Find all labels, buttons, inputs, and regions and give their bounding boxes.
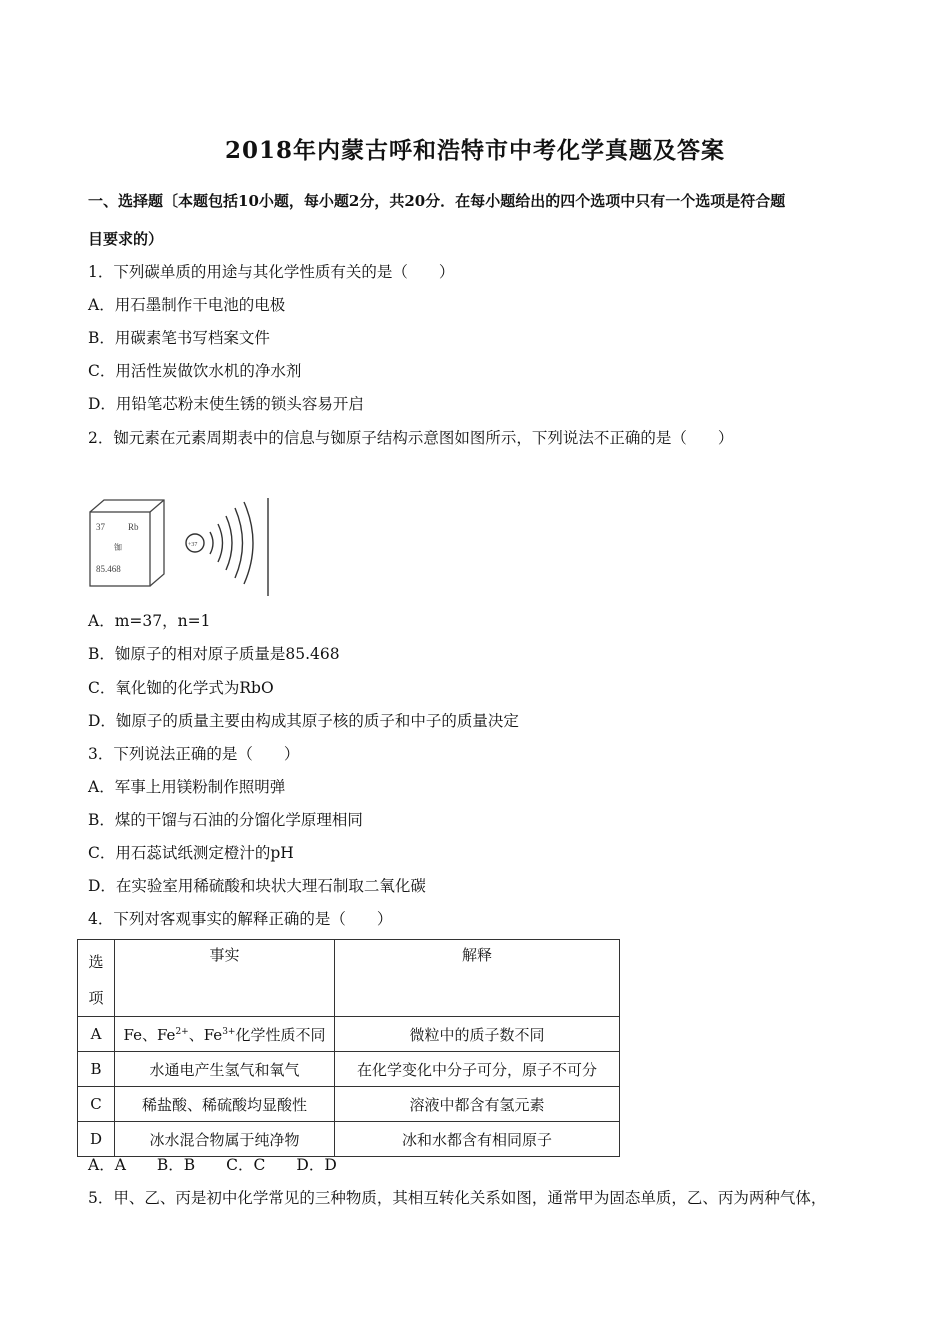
row-option-cell: B: [78, 1052, 115, 1087]
fact-superscript-1: 2+: [175, 1026, 189, 1037]
header-option-line1: 选: [88, 953, 104, 971]
table-header-row: [78, 940, 620, 1017]
question-2-option-c: C．氧化铷的化学式为RbO: [88, 679, 274, 697]
question-3-stem: 3．下列说法正确的是（ ）: [88, 745, 300, 763]
question-4-stem: 4．下列对客观事实的解释正确的是（ ）: [88, 910, 393, 928]
question-1-option-a: A．用石墨制作干电池的电极: [88, 296, 286, 314]
header-fact-cell: 事实: [115, 940, 335, 1017]
fact-superscript-2: 3+: [222, 1026, 236, 1037]
atom-structure-diagram: [186, 498, 268, 596]
fact-text-part2: 、Fe: [188, 1025, 223, 1044]
question-3-option-b: B．煤的干馏与石油的分馏化学原理相同: [88, 811, 363, 829]
row-fact-cell: [115, 1017, 335, 1052]
header-explanation-cell: 解释: [335, 940, 620, 1017]
atomic-number: 37: [96, 522, 105, 532]
row-explanation-cell: 溶液中都含有氢元素: [335, 1087, 620, 1122]
question-3-option-d: D．在实验室用稀硫酸和块状大理石制取二氧化碳: [88, 877, 426, 895]
question-2-option-d: D．铷原子的质量主要由构成其原子核的质子和中子的质量决定: [88, 712, 519, 730]
question-2-option-a: A．m=37，n=1: [88, 612, 211, 630]
nucleus-charge: +37: [188, 542, 198, 548]
header-option-cell: [78, 940, 115, 1017]
question-1-stem: 1．下列碳单质的用途与其化学性质有关的是（ ）: [88, 263, 455, 281]
page-title: 2018年内蒙古呼和浩特市中考化学真题及答案: [224, 137, 725, 164]
question-4-options: A．A B．B C．C D．D: [88, 1156, 337, 1174]
question-1-option-d: D．用铅笔芯粉末使生锈的锁头容易开启: [88, 395, 364, 413]
row-option-cell: A: [78, 1017, 115, 1052]
row-explanation-cell: 微粒中的质子数不同: [335, 1017, 620, 1052]
row-explanation-cell: 冰和水都含有相同原子: [335, 1122, 620, 1157]
fact-text-part1: Fe、Fe: [123, 1025, 176, 1044]
row-option-cell: C: [78, 1087, 115, 1122]
fact-text-part3: 化学性质不同: [235, 1025, 326, 1044]
row-fact-cell: 稀盐酸、稀硫酸均显酸性: [115, 1087, 335, 1122]
table-row: [78, 1087, 620, 1122]
question-3-option-a: A．军事上用镁粉制作照明弹: [88, 778, 286, 796]
header-option-line2: 项: [88, 989, 104, 1007]
question-5-stem: 5．甲、乙、丙是初中化学常见的三种物质，其相互转化关系如图，通常甲为固态单质，乙、丙为两种气体，: [88, 1189, 827, 1207]
atomic-mass: 85.468: [96, 564, 121, 574]
table-row: [78, 1017, 620, 1052]
row-explanation-cell: 在化学变化中分子可分，原子不可分: [335, 1052, 620, 1087]
row-fact-cell: 冰水混合物属于纯净物: [115, 1122, 335, 1157]
table-row: [78, 1122, 620, 1157]
row-fact-cell: 水通电产生氢气和氧气: [115, 1052, 335, 1087]
question-1-option-b: B．用碳素笔书写档案文件: [88, 329, 270, 347]
section-heading-line1: 一、选择题〔本题包括10小题，每小题2分，共20分．在每小题给出的四个选项中只有一个选项是符合题: [88, 192, 786, 210]
question-1-option-c: C．用活性炭做饮水机的净水剂: [88, 362, 302, 380]
facts-table: [77, 939, 620, 1157]
table-row: [78, 1052, 620, 1087]
question-2-option-b: B．铷原子的相对原子质量是85.468: [88, 645, 340, 663]
rubidium-figure: [84, 494, 284, 600]
question-2-stem: 2．铷元素在元素周期表中的信息与铷原子结构示意图如图所示，下列说法不正确的是（ ）: [88, 429, 734, 447]
row-option-cell: D: [78, 1122, 115, 1157]
element-symbol: Rb: [128, 522, 139, 532]
section-heading-line2: 目要求的）: [88, 230, 164, 248]
question-3-option-c: C．用石蕊试纸测定橙汁的pH: [88, 844, 294, 862]
element-name: 铷: [114, 543, 122, 552]
